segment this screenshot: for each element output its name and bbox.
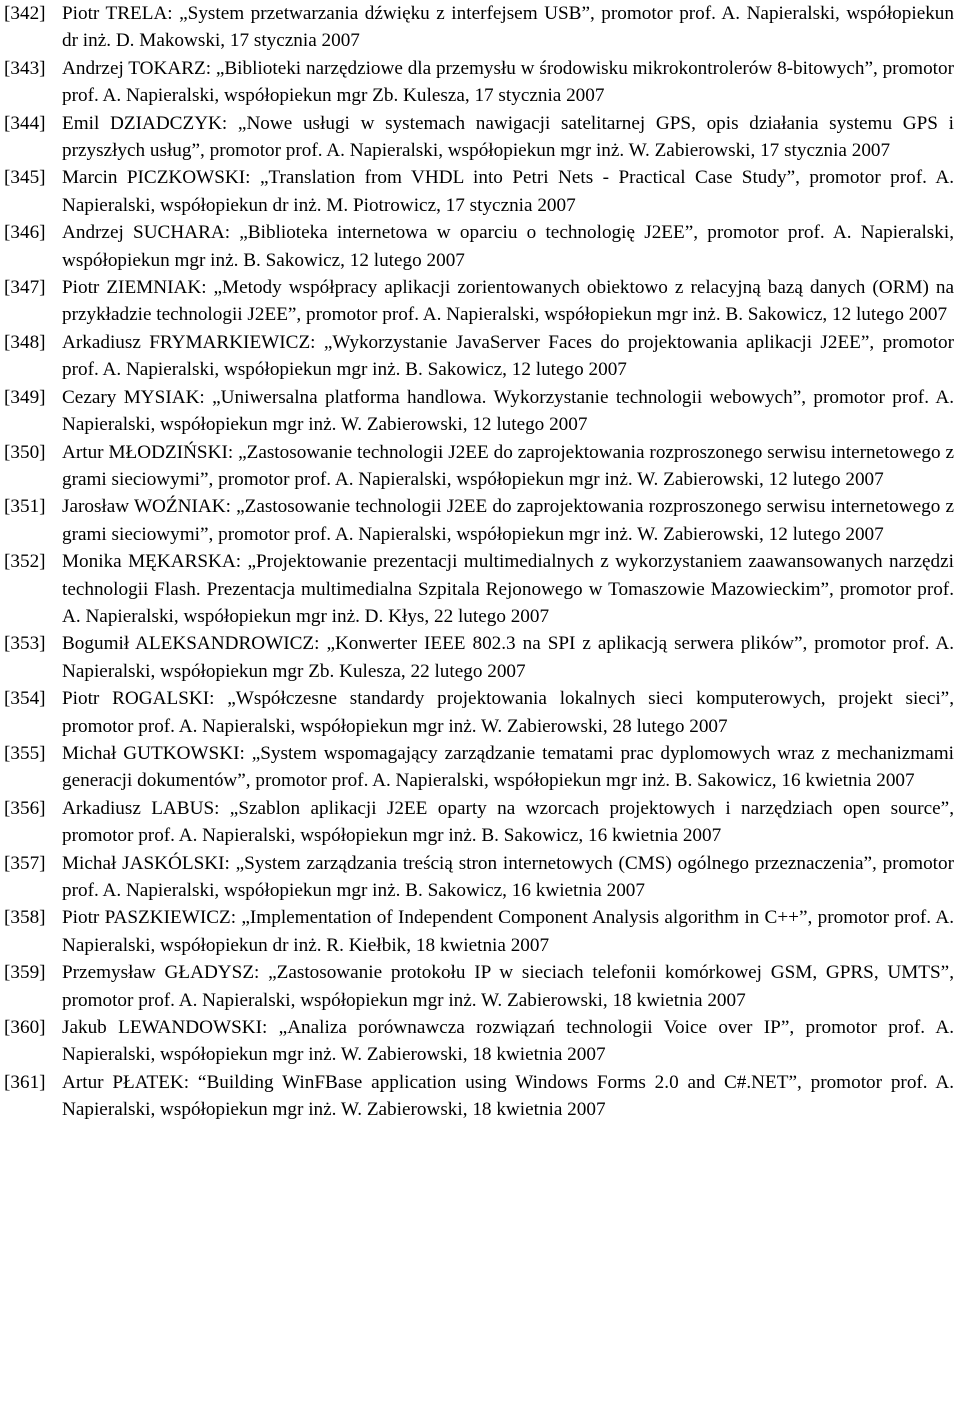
entry-number: [344]: [4, 112, 46, 134]
list-item: [4, 1069, 954, 1124]
entry-text: Emil DZIADCZYK: „Nowe usługi w systemach nawigacji satelitarnej GPS, opis działania systemu GPS i przyszłych usług”, promotor prof. A. Napieralski, współopiekun mgr inż. W. Zabierowski, 17 stycznia 2007: [62, 112, 954, 162]
list-item: [4, 1014, 954, 1069]
entry-number: [349]: [4, 386, 46, 408]
list-item: [4, 219, 954, 274]
entry-text: Andrzej SUCHARA: „Biblioteka internetowa w oparciu o technologię J2EE”, promotor prof. A. Napieralski, współopiekun mgr inż. B. Sakowicz, 12 lutego 2007: [62, 222, 954, 271]
entry-text: Przemysław GŁADYSZ: „Zastosowanie protokołu IP w sieciach telefonii komórkowej GSM, GPRS, UMTS”, promotor prof. A. Napieralski, współopiekun mgr inż. W. Zabierowski, 18 kwietnia 2007: [62, 962, 954, 1011]
entry-number: [346]: [4, 222, 46, 244]
entry-text: Artur PŁATEK: “Building WinFBase application using Windows Forms 2.0 and C#.NET”, promotor prof. A. Napieralski, współopiekun mgr inż. W. Zabierowski, 18 kwietnia 2007: [62, 1071, 954, 1121]
entry-text: Michał JASKÓLSKI: „System zarządzania treścią stron internetowych (CMS) ogólnego przeznaczenia”, promotor prof. A. Napieralski, współopiekun mgr inż. B. Sakowicz, 16 kwietnia 2007: [62, 852, 954, 901]
entry-number: [351]: [4, 496, 46, 518]
entry-number: [353]: [4, 633, 46, 655]
entry-text: Andrzej TOKARZ: „Biblioteki narzędziowe dla przemysłu w środowisku mikrokontrolerów 8-bitowych”, promotor prof. A. Napieralski, współopiekun mgr Zb. Kulesza, 17 stycznia 2007: [62, 57, 954, 107]
list-item: [4, 55, 954, 110]
entry-text: Arkadiusz FRYMARKIEWICZ: „Wykorzystanie JavaServer Faces do projektowania aplikacji J2EE”, promotor prof. A. Napieralski, współopiekun mgr inż. B. Sakowicz, 12 lutego 2007: [62, 331, 954, 381]
list-item: [4, 740, 954, 795]
list-item: [4, 110, 954, 165]
entry-text: Jarosław WOŹNIAK: „Zastosowanie technologii J2EE do zaprojektowania rozproszonego serwisu internetowego z grami sieciowymi”, promotor prof. A. Napieralski, współopiekun mgr inż. W. Zabierowski, 12 lutego 2007: [62, 496, 954, 545]
entry-number: [348]: [4, 331, 46, 353]
entry-number: [354]: [4, 688, 46, 710]
entry-text: Monika MĘKARSKA: „Projektowanie prezentacji multimedialnych z wykorzystaniem zaawansowanych narzędzi technologii Flash. Prezentacja multimedialna Szpitala Rejonowego w Tomaszowie Mazowieckim”, promotor prof. A. Napieralski, współopiekun mgr inż. D. Kłys, 22 lutego 2007: [62, 551, 954, 627]
list-item: [4, 439, 954, 494]
entry-number: [361]: [4, 1071, 46, 1093]
list-item: [4, 630, 954, 685]
list-item: [4, 959, 954, 1014]
entry-number: [342]: [4, 3, 46, 24]
entry-text: Piotr PASZKIEWICZ: „Implementation of Independent Component Analysis algorithm in C++”, promotor prof. A. Napieralski, współopiekun dr inż. R. Kiełbik, 18 kwietnia 2007: [62, 907, 954, 956]
entry-number: [355]: [4, 742, 46, 764]
list-item: [4, 795, 954, 850]
list-item: [4, 384, 954, 439]
entry-number: [359]: [4, 962, 46, 984]
entry-text: Piotr ROGALSKI: „Współczesne standardy projektowania lokalnych sieci komputerowych, projekt sieci”, promotor prof. A. Napieralski, współopiekun mgr inż. W. Zabierowski, 28 lutego 2007: [62, 688, 954, 737]
entry-text: Piotr TRELA: „System przetwarzania dźwięku z interfejsem USB”, promotor prof. A. Napieralski, współopiekun dr inż. D. Makowski, 17 stycznia 2007: [62, 3, 954, 52]
entry-number: [343]: [4, 57, 46, 79]
entry-number: [352]: [4, 551, 46, 573]
list-item: [4, 0, 954, 55]
entry-number: [345]: [4, 167, 46, 189]
list-item: [4, 493, 954, 548]
entry-number: [350]: [4, 441, 46, 463]
entry-text: Michał GUTKOWSKI: „System wspomagający zarządzanie tematami prac dyplomowych wraz z mechanizmami generacji dokumentów”, promotor prof. A. Napieralski, współopiekun mgr inż. B. Sakowicz, 16 kwietnia 2007: [62, 742, 954, 792]
entry-text: Jakub LEWANDOWSKI: „Analiza porównawcza rozwiązań technologii Voice over IP”, promotor prof. A. Napieralski, współopiekun mgr inż. W. Zabierowski, 18 kwietnia 2007: [62, 1017, 954, 1066]
list-item: [4, 685, 954, 740]
list-item: [4, 274, 954, 329]
entry-text: Artur MŁODZIŃSKI: „Zastosowanie technologii J2EE do zaprojektowania rozproszonego serwisu internetowego z grami sieciowymi”, promotor prof. A. Napieralski, współopiekun mgr inż. W. Zabierowski, 12 lutego 2007: [62, 441, 954, 490]
entry-number: [358]: [4, 907, 46, 929]
list-item: [4, 164, 954, 219]
entry-number: [347]: [4, 277, 46, 299]
list-item: [4, 548, 954, 630]
entry-number: [360]: [4, 1017, 46, 1039]
list-item: [4, 904, 954, 959]
entry-text: Marcin PICZKOWSKI: „Translation from VHDL into Petri Nets - Practical Case Study”, promotor prof. A. Napieralski, współopiekun dr inż. M. Piotrowicz, 17 stycznia 2007: [62, 167, 954, 216]
entry-text: Arkadiusz LABUS: „Szablon aplikacji J2EE oparty na wzorcach projektowych i narzędziach open source”, promotor prof. A. Napieralski, współopiekun mgr inż. B. Sakowicz, 16 kwietnia 2007: [62, 797, 954, 847]
entry-text: Piotr ZIEMNIAK: „Metody współpracy aplikacji zorientowanych obiektowo z relacyjną bazą danych (ORM) na przykładzie technologii J2EE”, promotor prof. A. Napieralski, współopiekun mgr inż. B. Sakowicz, 12 lutego 2007: [62, 277, 954, 326]
entry-text: Cezary MYSIAK: „Uniwersalna platforma handlowa. Wykorzystanie technologii webowych”, promotor prof. A. Napieralski, współopiekun mgr inż. W. Zabierowski, 12 lutego 2007: [62, 386, 954, 436]
entry-number: [357]: [4, 852, 46, 874]
list-item: [4, 850, 954, 905]
entry-number: [356]: [4, 797, 46, 819]
list-item: [4, 329, 954, 384]
entry-text: Bogumił ALEKSANDROWICZ: „Konwerter IEEE 802.3 na SPI z aplikacją serwera plików”, promotor prof. A. Napieralski, współopiekun mgr Zb. Kulesza, 22 lutego 2007: [62, 633, 954, 682]
